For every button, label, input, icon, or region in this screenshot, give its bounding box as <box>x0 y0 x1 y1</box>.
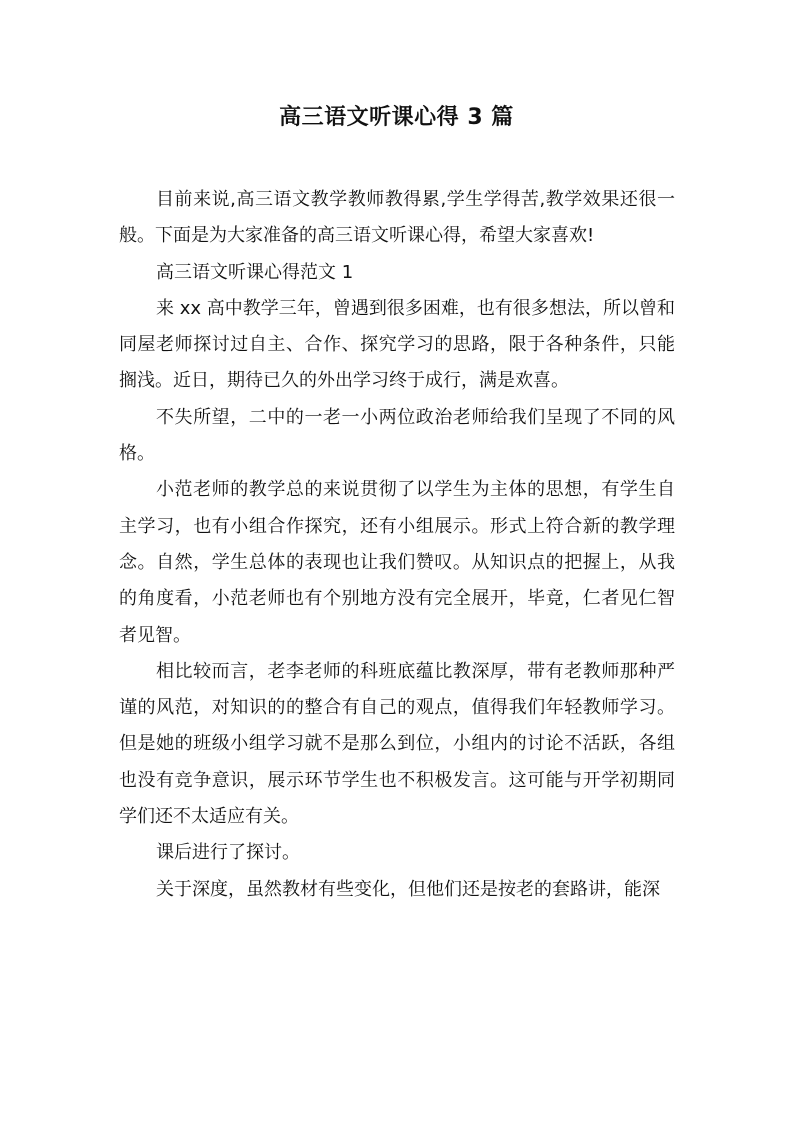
body-paragraph: 不失所望，二中的一老一小两位政治老师给我们呈现了不同的风格。 <box>119 406 675 465</box>
body-paragraph: 来 xx 高中教学三年，曾遇到很多困难，也有很多想法，所以曾和同屋老师探讨过自主、合作、探究学习的思路，限于各种条件，只能搁浅。近日，期待已久的外出学习终于成行，满是欢喜。 <box>119 297 675 392</box>
body-paragraph: 关于深度，虽然教材有些变化，但他们还是按老的套路讲，能深 <box>156 878 660 900</box>
document-body <box>119 182 675 908</box>
body-paragraph: 目前来说,高三语文教学教师教得累,学生学得苦,教学效果还很一般。下面是为大家准备的高三语文听课心得，希望大家喜欢! <box>119 189 675 247</box>
section-heading: 高三语文听课心得范文 1 <box>156 261 354 283</box>
body-paragraph: 小范老师的教学总的来说贯彻了以学生为主体的思想，有学生自主学习，也有小组合作探究，还有小组展示。形式上符合新的教学理念。自然，学生总体的表现也让我们赞叹。从知识点的把握上，从我的角度看，小范老师也有个别地方没有完全展开，毕竟，仁者见仁智者见智。 <box>119 479 675 646</box>
body-paragraph: 课后进行了探讨。 <box>156 842 300 864</box>
body-paragraph: 相比较而言，老李老师的科班底蕴比教深厚，带有老教师那种严谨的风范，对知识的的整合有自己的观点，值得我们年轻教师学习。但是她的班级小组学习就不是那么到位，小组内的讨论不活跃，各组也没有竞争意识，展示环节学生也不积极发言。这可能与开学初期同学们还不太适应有关。 <box>119 660 675 828</box>
document-title: 高三语文听课心得 3 篇 <box>279 105 514 130</box>
